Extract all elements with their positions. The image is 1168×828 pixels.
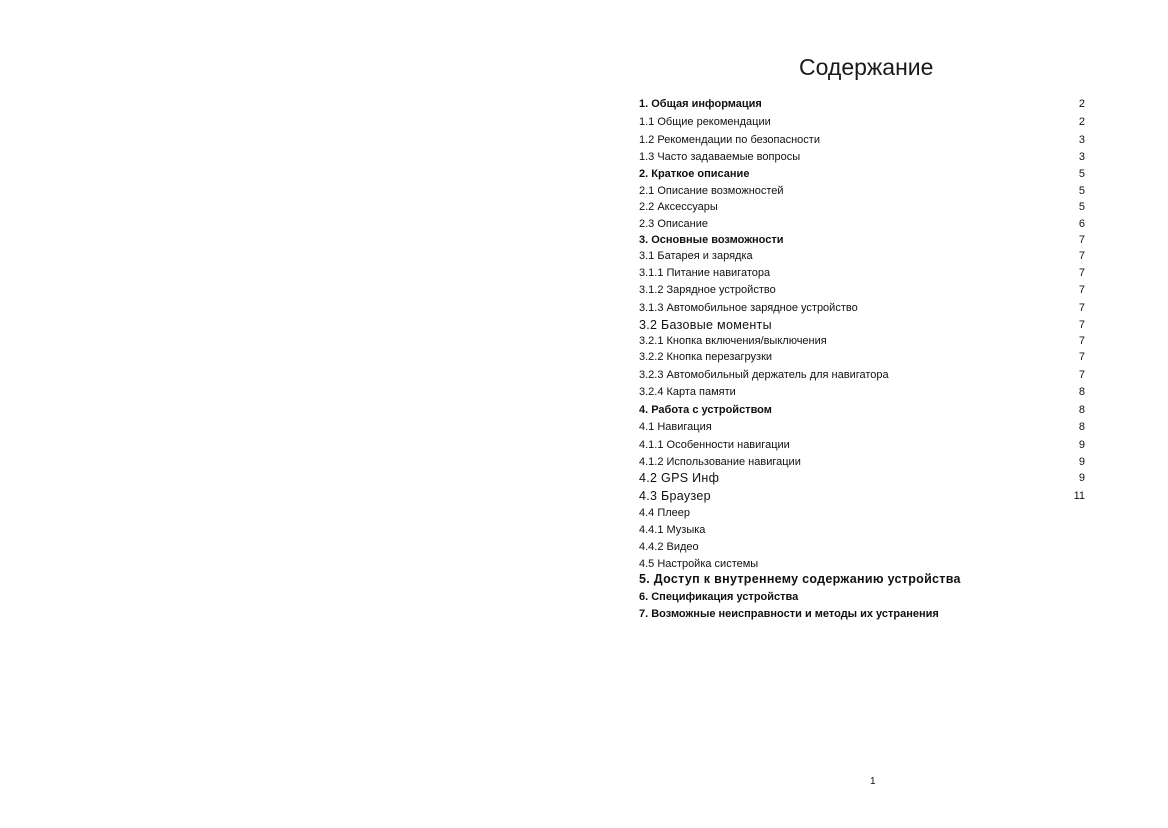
toc-entry-page: 7 [1078, 319, 1085, 331]
toc-entry-page: 7 [1078, 351, 1085, 363]
toc-entry-page: 7 [1078, 284, 1085, 296]
toc-entry-label: 3.1.1 Питание навигатора [639, 267, 771, 279]
toc-entry-page: 7 [1078, 369, 1085, 381]
toc-entry-label: 3.2.3 Автомобильный держатель для навигатора [639, 369, 889, 381]
page-number: 1 [870, 776, 876, 787]
toc-entry-page: 7 [1078, 234, 1085, 246]
toc-entry-page: 5 [1078, 201, 1085, 213]
toc-entry-label: 4.1.1 Особенности навигации [639, 439, 790, 451]
toc-entry-label: 3.2.2 Кнопка перезагрузки [639, 351, 773, 363]
toc-entry-label: 4.3 Браузер [639, 489, 711, 503]
toc-entry-page: 6 [1078, 218, 1085, 230]
toc-entry-label: 3.1.2 Зарядное устройство [639, 284, 776, 296]
toc-entry-label: 3.2.1 Кнопка включения/выключения [639, 335, 827, 347]
toc-entry-label: 1.2 Рекомендации по безопасности [639, 134, 820, 146]
toc-entry-page: 2 [1078, 98, 1085, 110]
toc-entry-label: 6. Спецификация устройства [639, 591, 799, 603]
toc-entry-label: 3.2 Базовые моменты [639, 318, 772, 332]
toc-entry-label: 4.1 Навигация [639, 421, 712, 433]
toc-entry-label: 4. Работа с устройством [639, 404, 772, 416]
toc-entry-label: 7. Возможные неисправности и методы их устранения [639, 608, 939, 620]
toc-entry-page: 7 [1078, 302, 1085, 314]
toc-entry-page: 3 [1078, 134, 1085, 146]
toc-entry-label: 1. Общая информация [639, 98, 762, 110]
toc-entry-page: 3 [1078, 151, 1085, 163]
toc-entry-label: 4.4 Плеер [639, 507, 691, 519]
toc-entry-label: 3.2.4 Карта памяти [639, 386, 736, 398]
toc-entry-label: 3. Основные возможности [639, 234, 784, 246]
toc-entry-page: 5 [1078, 168, 1085, 180]
toc-entry-page: 11 [1073, 490, 1085, 502]
toc-entry-label: 4.4.1 Музыка [639, 524, 706, 536]
page-title: Содержание [799, 54, 934, 80]
toc-entry-label: 2.2 Аксессуары [639, 201, 718, 213]
toc-entry-label: 2.3 Описание [639, 218, 708, 230]
toc-entry-label: 1.1 Общие рекомендации [639, 116, 771, 128]
toc-entry-page: 7 [1078, 335, 1085, 347]
toc-entry-page: 7 [1078, 267, 1085, 279]
toc-entry-page: 9 [1078, 439, 1085, 451]
toc-entry-page: 7 [1078, 250, 1085, 262]
toc-entry-label: 1.3 Часто задаваемые вопросы [639, 151, 801, 163]
toc-entry-page: 8 [1078, 421, 1085, 433]
toc-entry-label: 5. Доступ к внутреннему содержанию устройства [639, 572, 961, 586]
toc-entry-page: 2 [1078, 116, 1085, 128]
toc-entry-page: 8 [1078, 404, 1085, 416]
toc-entry-page: 8 [1078, 386, 1085, 398]
toc-entry-label: 4.5 Настройка системы [639, 558, 759, 570]
toc-entry-page: 5 [1078, 185, 1085, 197]
toc-entry-label: 4.2 GPS Инф [639, 471, 720, 485]
toc-entry-label: 2. Краткое описание [639, 168, 750, 180]
toc-entry-label: 2.1 Описание возможностей [639, 185, 784, 197]
toc-entry-page: 9 [1078, 456, 1085, 468]
toc-entry-label: 4.1.2 Использование навигации [639, 456, 801, 468]
toc-entry-label: 3.1.3 Автомобильное зарядное устройство [639, 302, 858, 314]
toc-entry-label: 4.4.2 Видео [639, 541, 699, 553]
toc-entry-page: 9 [1078, 472, 1085, 484]
toc-entry-label: 3.1 Батарея и зарядка [639, 250, 753, 262]
